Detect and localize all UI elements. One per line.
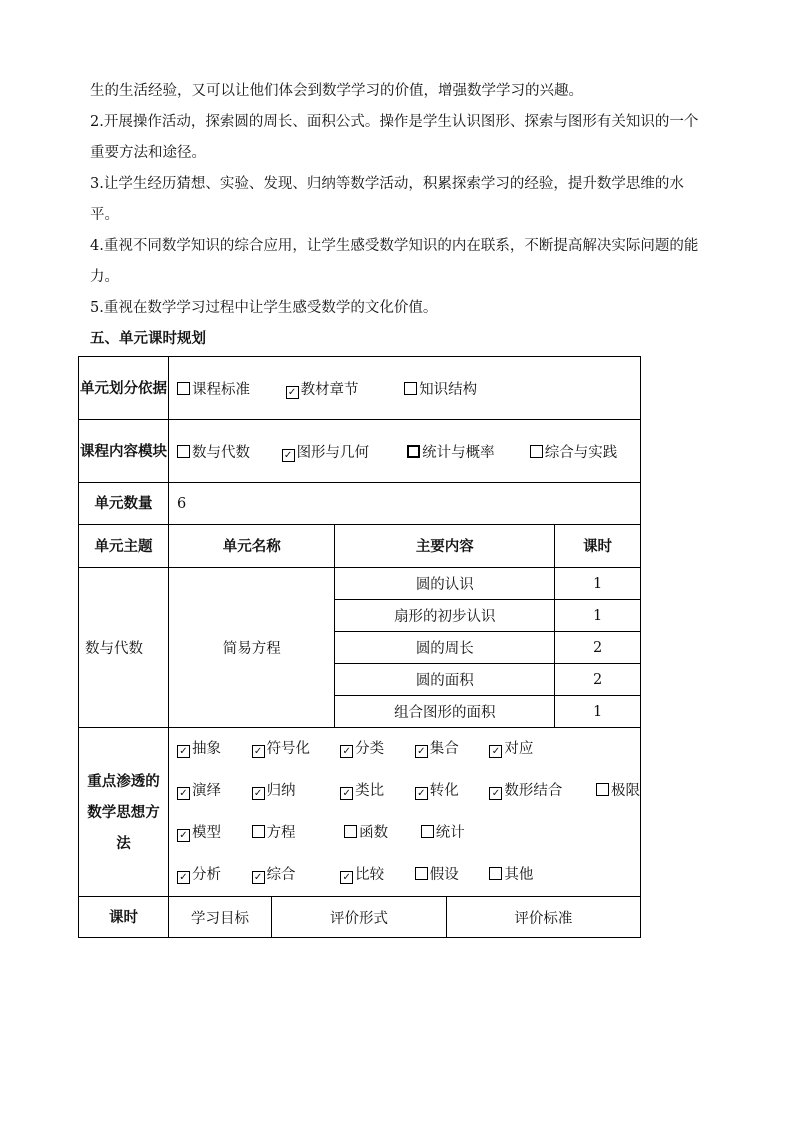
checkbox-checked-icon[interactable]: ✓ <box>282 449 295 462</box>
method-equation[interactable]: 方程 <box>252 812 340 854</box>
option-statistics[interactable]: 统计与概率 <box>407 441 525 462</box>
method-statistics[interactable]: 统计 <box>421 812 465 854</box>
option-practice[interactable]: 综合与实践 <box>530 441 618 462</box>
lesson-hours: 1 <box>555 568 641 600</box>
checkbox-icon[interactable] <box>407 445 420 458</box>
checkbox-checked-icon[interactable]: ✓ <box>177 745 190 758</box>
option-textbook[interactable]: ✓ 教材章节 <box>286 378 400 399</box>
module-label: 课程内容模块 <box>79 420 169 483</box>
checkbox-icon[interactable] <box>415 867 428 880</box>
theme-value: 数与代数 <box>79 568 169 728</box>
checkbox-checked-icon[interactable]: ✓ <box>340 871 353 884</box>
method-synthesis[interactable]: ✓ 综合 <box>252 854 336 896</box>
checkbox-icon[interactable] <box>530 445 543 458</box>
method-induction[interactable]: ✓ 归纳 <box>252 770 336 812</box>
footer-learning-goal: 学习目标 <box>168 897 271 938</box>
header-theme: 单元主题 <box>79 525 169 568</box>
paragraph-2: 2.开展操作活动，探索圆的周长、面积公式。操作是学生认识图形、探索与图形有关知识的一个重要方法和途径。 <box>90 114 699 161</box>
header-unit-name: 单元名称 <box>168 525 335 568</box>
paragraph-1: 生的生活经验，又可以让他们体会到数学学习的价值，增强数学学习的兴趣。 <box>90 83 583 99</box>
section-heading: 五、单元课时规划 <box>90 330 206 347</box>
module-options <box>168 420 640 483</box>
method-model[interactable]: ✓ 模型 <box>177 812 247 854</box>
lesson-hours: 2 <box>555 632 641 664</box>
lesson-content: 圆的周长 <box>335 632 555 664</box>
checkbox-checked-icon[interactable]: ✓ <box>489 745 502 758</box>
methods-row <box>177 812 640 854</box>
checkbox-icon[interactable] <box>596 783 609 796</box>
basis-options <box>168 357 640 420</box>
paragraph-5: 5.重视在数学学习过程中让学生感受数学的文化价值。 <box>90 300 438 316</box>
checkbox-checked-icon[interactable]: ✓ <box>177 787 190 800</box>
methods-row <box>177 728 640 770</box>
method-analysis[interactable]: ✓ 分析 <box>177 854 247 896</box>
checkbox-icon[interactable] <box>177 382 190 395</box>
checkbox-checked-icon[interactable]: ✓ <box>177 829 190 842</box>
checkbox-checked-icon[interactable]: ✓ <box>340 787 353 800</box>
checkbox-checked-icon[interactable]: ✓ <box>340 745 353 758</box>
option-curriculum[interactable]: 课程标准 <box>177 378 281 399</box>
method-analogy[interactable]: ✓ 类比 <box>340 770 410 812</box>
checkbox-checked-icon[interactable]: ✓ <box>415 745 428 758</box>
method-limit[interactable]: 极限 <box>596 770 640 812</box>
method-comparison[interactable]: ✓ 比较 <box>340 854 410 896</box>
method-hypothesis[interactable]: 假设 <box>415 854 485 896</box>
header-main-content: 主要内容 <box>335 525 555 568</box>
methods-label: 重点渗透的数学思想方法 <box>79 728 169 897</box>
method-transformation[interactable]: ✓ 转化 <box>415 770 485 812</box>
lesson-hours: 1 <box>555 600 641 632</box>
lesson-content: 圆的认识 <box>335 568 555 600</box>
method-other[interactable]: 其他 <box>489 854 533 896</box>
option-knowledge[interactable]: 知识结构 <box>404 378 477 399</box>
checkbox-icon[interactable] <box>489 867 502 880</box>
paragraph-4: 4.重视不同数学知识的综合应用，让学生感受数学知识的内在联系，不断提高解决实际问题的能力。 <box>90 238 699 285</box>
checkbox-icon[interactable] <box>252 825 265 838</box>
methods-row <box>177 770 640 812</box>
checkbox-icon[interactable] <box>344 825 357 838</box>
checkbox-checked-icon[interactable]: ✓ <box>252 745 265 758</box>
lesson-hours: 1 <box>555 696 641 728</box>
unit-name-value: 简易方程 <box>168 568 335 728</box>
basis-label: 单元划分依据 <box>79 357 169 420</box>
count-label: 单元数量 <box>79 483 169 525</box>
checkbox-checked-icon[interactable]: ✓ <box>415 787 428 800</box>
checkbox-checked-icon[interactable]: ✓ <box>286 386 299 399</box>
count-value: 6 <box>168 483 640 525</box>
lesson-content: 圆的面积 <box>335 664 555 696</box>
checkbox-checked-icon[interactable]: ✓ <box>489 787 502 800</box>
method-abstraction[interactable]: ✓ 抽象 <box>177 728 247 770</box>
option-number-algebra[interactable]: 数与代数 <box>177 441 277 462</box>
methods-options <box>168 728 640 897</box>
checkbox-checked-icon[interactable]: ✓ <box>177 871 190 884</box>
methods-row <box>177 854 640 896</box>
checkbox-checked-icon[interactable]: ✓ <box>252 871 265 884</box>
option-geometry[interactable]: ✓ 图形与几何 <box>282 441 403 462</box>
checkbox-icon[interactable] <box>177 445 190 458</box>
method-deduction[interactable]: ✓ 演绎 <box>177 770 247 812</box>
method-set[interactable]: ✓ 集合 <box>415 728 485 770</box>
unit-plan-table <box>78 356 641 938</box>
method-function[interactable]: 函数 <box>344 812 416 854</box>
checkbox-icon[interactable] <box>421 825 434 838</box>
lesson-content: 扇形的初步认识 <box>335 600 555 632</box>
method-correspondence[interactable]: ✓ 对应 <box>489 728 533 770</box>
header-hours: 课时 <box>555 525 641 568</box>
lesson-content: 组合图形的面积 <box>335 696 555 728</box>
footer-evaluation-form: 评价形式 <box>272 897 447 938</box>
checkbox-icon[interactable] <box>404 382 417 395</box>
footer-evaluation-standard: 评价标准 <box>446 897 640 938</box>
footer-hours: 课时 <box>79 897 169 938</box>
checkbox-checked-icon[interactable]: ✓ <box>252 787 265 800</box>
lesson-hours: 2 <box>555 664 641 696</box>
method-classification[interactable]: ✓ 分类 <box>340 728 410 770</box>
method-number-shape[interactable]: ✓ 数形结合 <box>489 770 591 812</box>
method-symbolization[interactable]: ✓ 符号化 <box>252 728 336 770</box>
paragraph-3: 3.让学生经历猜想、实验、发现、归纳等数学活动，积累探索学习的经验，提升数学思维的水平。 <box>90 176 684 223</box>
